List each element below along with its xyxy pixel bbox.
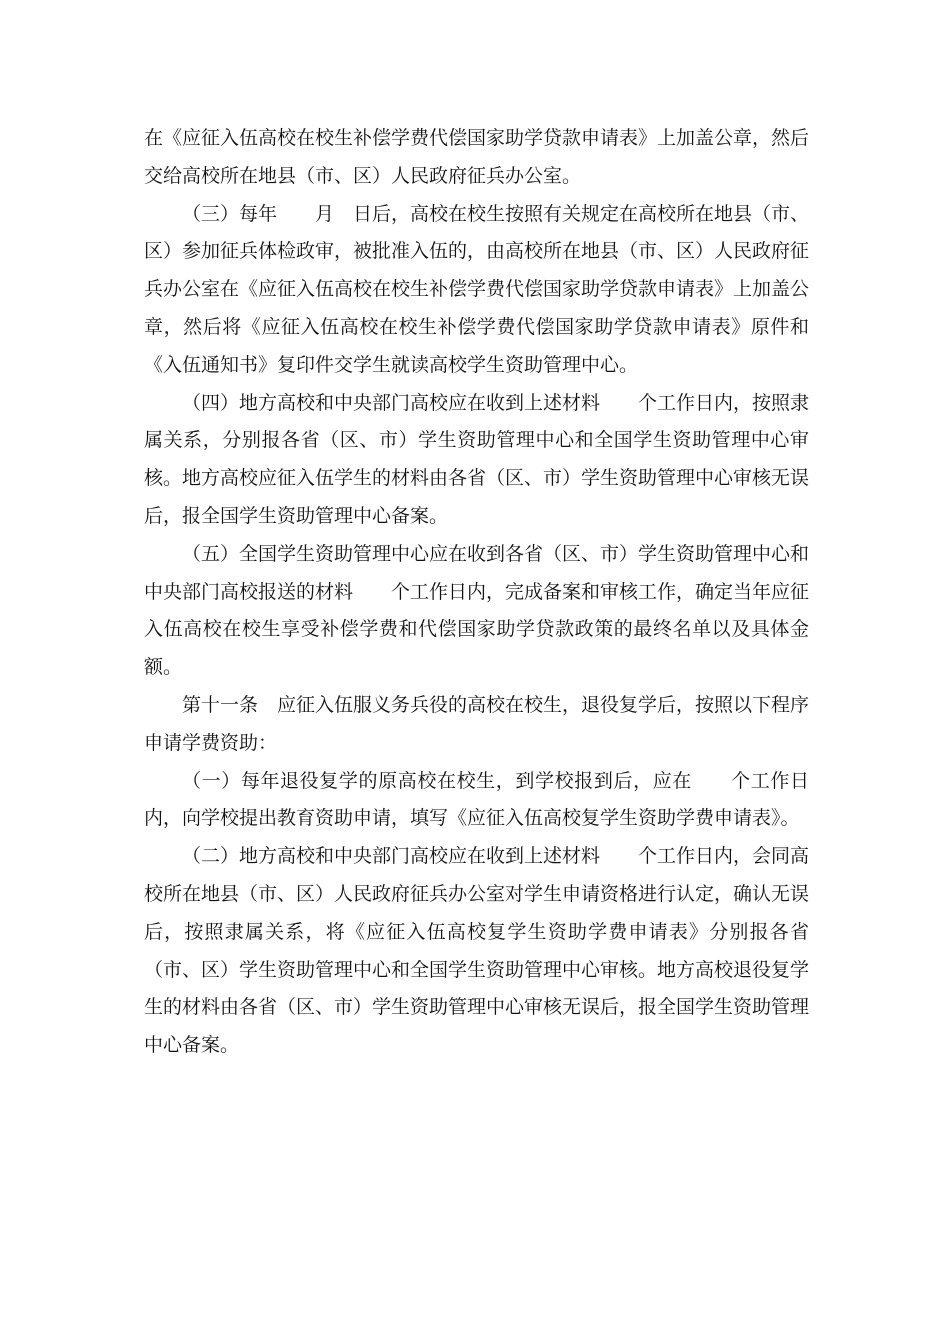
- paragraph: （一）每年退役复学的原高校在校生，到学校报到后，应在 个工作日内，向学校提出教育资助申请，填写《应征入伍高校复学生资助学费申请表》。: [144, 769, 809, 830]
- paragraph: （四）地方高校和中央部门高校应在收到上述材料 个工作日内，按照隶属关系，分别报各省（区、市）学生资助管理中心和全国学生资助管理中心审核。地方高校应征入伍学生的材料由各省（区、市）学生资助管理中心审核无误后，报全国学生资助管理中心备案。: [144, 391, 810, 527]
- paragraph: （三）每年 月 日后，高校在校生按照有关规定在高校所在地县（市、区）参加征兵体检政审，被批准入伍的，由高校所在地县（市、区）人民政府征兵办公室在《应征入伍高校在校生补偿学费代偿国家助学贷款申请表》上加盖公章，然后将《应征入伍高校在校生补偿学费代偿国家助学贷款申请表》原件和《入伍通知书》复印件交学生就读高校学生资助管理中心。: [144, 202, 810, 376]
- document-body: [144, 120, 809, 1065]
- paragraph: 在《应征入伍高校在校生补偿学费代偿国家助学贷款申请表》上加盖公章，然后交给高校所在地县（市、区）人民政府征兵办公室。: [144, 127, 810, 187]
- paragraph: （二）地方高校和中央部门高校应在收到上述材料 个工作日内，会同高校所在地县（市、区）人民政府征兵办公室对学生申请资格进行认定，确认无误后，按照隶属关系，将《应征入伍高校复学生资助学费申请表》分别报各省（市、区）学生资助管理中心和全国学生资助管理中心审核。地方高校退役复学生的材料由各省（区、市）学生资助管理中心审核无误后，报全国学生资助管理中心备案。: [144, 845, 810, 1057]
- paragraph: （五）全国学生资助管理中心应在收到各省（区、市）学生资助管理中心和中央部门高校报送的材料 个工作日内，完成备案和审核工作，确定当年应征入伍高校在校生享受补偿学费和代偿国家助学贷款政策的最终名单以及具体金额。: [144, 542, 810, 679]
- paragraph-article-11: 第十一条 应征入伍服义务兵役的高校在校生，退役复学后，按照以下程序申请学费资助：: [144, 693, 810, 754]
